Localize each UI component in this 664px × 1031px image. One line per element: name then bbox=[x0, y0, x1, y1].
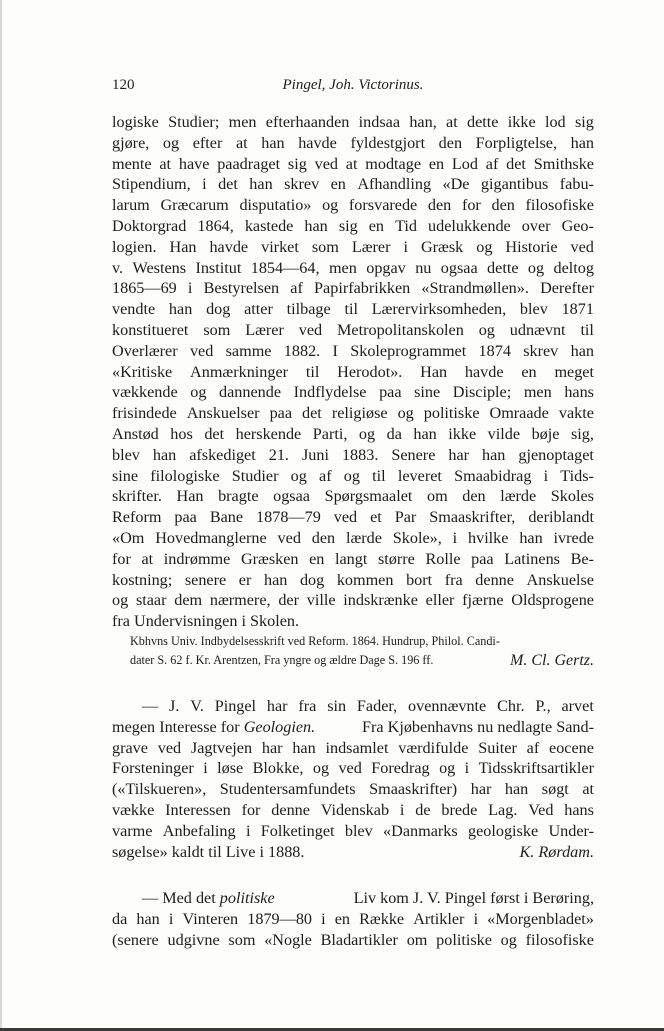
paragraph-3-line: (senere udgivne som «Nogle Bladartikler om politiske og filosofiske bbox=[112, 930, 594, 949]
source-line-2: dater S. 62 f. Kr. Arentzen, Fra yngre og ældre Dage S. 196 ff. bbox=[130, 652, 434, 667]
paragraph-1-line: kostning; senere er han dog kommen bort fra denne Anskuelse bbox=[112, 570, 594, 589]
paragraph-1-line: Reform paa Bane 1878—79 ved et Par Smaaskrifter, deriblandt bbox=[112, 508, 594, 527]
paragraph-2-line: grave ved Jagtvejen har han indsamlet værdifulde Suiter af eocene bbox=[112, 738, 594, 757]
page-number: 120 bbox=[112, 77, 135, 93]
p3-politiske-italic: politiske bbox=[219, 889, 275, 908]
paragraph-1-line: «Om Hovedmanglerne ved den lærde Skole», i hvilke han ivrede bbox=[112, 528, 594, 547]
p3-line1-post: Liv kom J. V. Pingel først i Berøring, bbox=[353, 889, 594, 908]
author-signature-gertz: M. Cl. Gertz. bbox=[510, 651, 594, 669]
paragraph-2-line: vække Interessen for denne Videnskab i de brede Lag. Ved hans bbox=[112, 800, 594, 819]
paragraph-1-line: skrifter. Han bragte ogsaa Spørgsmaalet om den lærde Skoles bbox=[112, 487, 594, 506]
article-body bbox=[112, 112, 594, 951]
source-line-1: Kbhvns Univ. Indbydelsesskrift ved Reform. 1864. Hundrup, Philol. Candi- bbox=[130, 633, 500, 648]
p2-line2-post: Fra Kjøbenhavns nu nedlagte Sand- bbox=[362, 717, 594, 736]
paragraph-1-line: v. Westens Institut 1854—64, men opgav nu ogsaa dette og deltog bbox=[112, 258, 594, 277]
paragraph-2-last-line bbox=[112, 842, 594, 863]
paragraph-1-line: logien. Han havde virket som Lærer i Græsk og Historie ved bbox=[112, 237, 594, 256]
page-edge-shadow bbox=[0, 0, 2, 1031]
paragraph-1-line: vendte han dog atter tilbage til Lærervirksomheden, blev 1871 bbox=[112, 300, 594, 319]
paragraph-1 bbox=[112, 112, 594, 632]
running-title: Pingel, Joh. Victorinus. bbox=[282, 77, 424, 93]
p2-geologien-italic: Geologien. bbox=[243, 717, 316, 736]
paragraph-3-rest bbox=[112, 909, 594, 951]
p2-line2-pre: megen Interesse for bbox=[112, 717, 240, 736]
paragraph-1-line: mente at have paadraget sig ved at modtage en Lod af det Smithske bbox=[112, 154, 594, 173]
paragraph-1-line: Doktorgrad 1864, kastede han sig en Tid udelukkende over Geo- bbox=[112, 216, 594, 235]
paragraph-2-line: varme Anbefaling i Folketinget blev «Danmarks geologiske Under- bbox=[112, 821, 594, 840]
paragraph-1-line: 1865—69 i Bestyrelsen af Papirfabrikken «Strandmøllen». Derefter bbox=[112, 279, 594, 298]
section-gap bbox=[112, 670, 594, 696]
paragraph-2-line: («Tilskueren», Studentersamfundets Smaaskrifter) har han søgt at bbox=[112, 780, 594, 799]
paragraph-3-line: da han i Vinteren 1879—80 i en Række Artikler i «Morgenbladet» bbox=[112, 910, 594, 929]
paragraph-1-line: gjøre, og efter at han havde fyldestgjort den Forpligtelse, han bbox=[112, 133, 594, 152]
paragraph-2-rest bbox=[112, 738, 594, 842]
paragraph-1-line: for at indrømme Græsken en langt større Rolle paa Latinens Be- bbox=[112, 549, 594, 568]
paragraph-1-line: blev han afskediget 21. Juni 1883. Senere har han gjenoptaget bbox=[112, 445, 594, 464]
paragraph-1-line: larum Græcarum disputatio» og forsvarede den for den filosofiske bbox=[112, 196, 594, 215]
source-line-2-row bbox=[112, 651, 594, 670]
paragraph-1-line: Stipendium, i det han skrev en Afhandling «De gigantibus fabu- bbox=[112, 175, 594, 194]
paragraph-1-line: vækkende og dannende Indflydelse paa sine Disciple; men hans bbox=[112, 383, 594, 402]
paragraph-2-line-2 bbox=[112, 717, 594, 738]
p2-last-line-text: søgelse» kaldt til Live i 1888. bbox=[112, 842, 305, 861]
author-signature-rordam: K. Rørdam. bbox=[519, 842, 594, 861]
paragraph-1-line: frisindede Anskuelser paa det religiøse og politiske Omraade vakte bbox=[112, 404, 594, 423]
paragraph-1-line: Overlærer ved samme 1882. I Skoleprogrammet 1874 skrev han bbox=[112, 341, 594, 360]
section-gap-2 bbox=[112, 862, 594, 888]
paragraph-1-line: logiske Studier; men efterhaanden indsaa han, at dette ikke lod sig bbox=[112, 113, 594, 131]
paragraph-1-line: «Kritiske Anmærkninger til Herodot». Han havde en meget bbox=[112, 362, 594, 381]
paragraph-3-line-1 bbox=[112, 888, 594, 909]
paragraph-1-line: og staar dem nærmere, der ville indskrænke eller fjærne Oldsprogene bbox=[112, 591, 594, 610]
paragraph-2-line-1: — J. V. Pingel har fra sin Fader, ovennævnte Chr. P., arvet bbox=[142, 696, 594, 715]
page-header bbox=[112, 77, 594, 99]
paragraph-1-line: Anstød hos det herskende Parti, og da han ikke vilde bøje sig, bbox=[112, 424, 594, 443]
paragraph-1-line: fra Undervisningen i Skolen. bbox=[112, 612, 300, 631]
paragraph-2-line: Forsteninger i løse Blokke, og ved Foredrag og i Tidsskriftsartikler bbox=[112, 759, 594, 778]
paragraph-1-line: sine filologiske Studier og af og til leveret Smaabidrag i Tids- bbox=[112, 466, 594, 485]
paragraph-1-line: konstitueret som Lærer ved Metropolitanskolen og udnævnt til bbox=[112, 320, 594, 339]
p3-line1-pre: — Med det bbox=[142, 889, 216, 908]
